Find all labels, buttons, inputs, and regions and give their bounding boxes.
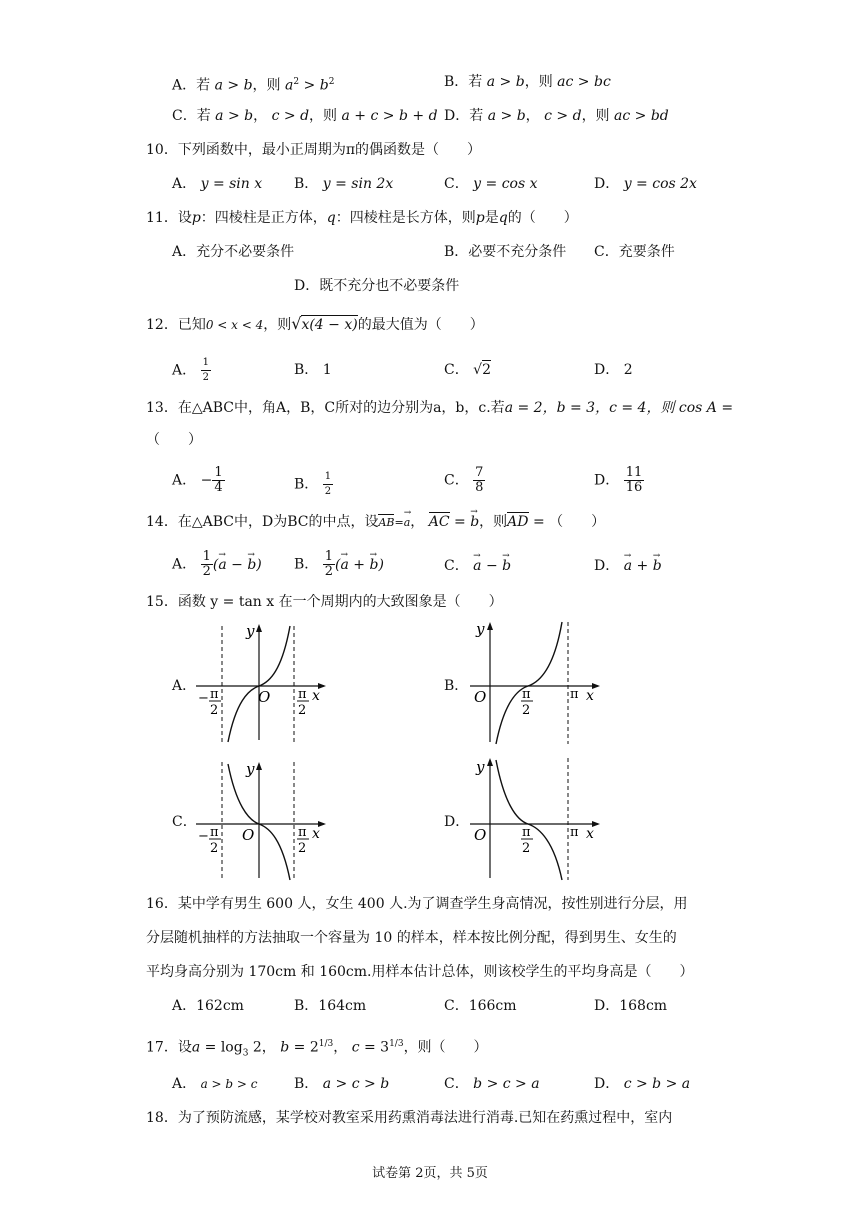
q12-option-b: B． 1 — [294, 362, 332, 378]
q12-option-c: C． √2 — [444, 362, 492, 378]
q15-graph-b — [466, 618, 616, 750]
q17-option-c: C． b > c > a — [444, 1076, 540, 1092]
q9-option-d: D．若 a > b， c > d，则 ac > bd — [444, 108, 669, 124]
svg-text:−: − — [198, 829, 209, 844]
q9-option-c: C．若 a > b， c > d，则 a + c > b + d — [172, 108, 438, 124]
q11-option-b: B．必要不充分条件 — [444, 244, 567, 260]
q13-option-a: A． − $\frac{1}{4}$ — [172, 465, 223, 495]
q16-stem-line2: 分层随机抽样的方法抽取一个容量为 10 的样本，样本按比例分配，得到男生、女生的 — [146, 930, 677, 946]
q10-stem: 10．下列函数中，最小正周期为π的偶函数是（ ） — [146, 142, 482, 158]
svg-text:π: π — [298, 687, 307, 702]
q15-graph-a — [192, 622, 332, 748]
svg-text:O: O — [474, 688, 487, 706]
svg-text:π: π — [522, 687, 531, 702]
page-footer: 试卷第 2页，共 5页 — [372, 1166, 488, 1181]
q14-option-a: A． $\frac{1}{2}$ (→ a − → b) — [172, 550, 262, 579]
svg-text:2: 2 — [210, 703, 219, 718]
q15-graph-c — [192, 758, 332, 886]
svg-text:x: x — [312, 688, 320, 704]
svg-text:x: x — [312, 826, 320, 842]
svg-text:y: y — [476, 620, 485, 638]
q9-option-b: B．若 a > b，则 ac > bc — [444, 74, 611, 90]
q9-option-a: A．若 a > b，则 $a^2 > b^2$ — [172, 77, 335, 94]
q11-option-d: D．既不充分也不必要条件 — [294, 278, 460, 294]
q10-option-c: C． y = cos x — [444, 176, 538, 192]
svg-text:2: 2 — [298, 841, 307, 856]
q15-option-b-label: B． — [444, 678, 469, 694]
q17-option-a: A． a > b > c — [172, 1076, 258, 1092]
svg-text:−: − — [198, 691, 209, 706]
q16-option-b: B．164cm — [294, 998, 367, 1014]
q10-option-b: B． y = sin 2x — [294, 176, 394, 192]
q16-option-d: D．168cm — [594, 998, 668, 1014]
q11-option-c: C．充要条件 — [594, 244, 675, 260]
q17-stem: 17．设$a = \log_3 2$， $b = 2^{1/3}$， $c = 3^{1/3}$，则（ ） — [146, 1039, 488, 1059]
q18-stem-line1: 18．为了预防流感，某学校对教室采用药熏消毒法进行消毒.已知在药熏过程中，室内 — [146, 1110, 673, 1126]
q13-option-c: C． $\frac{7}{8}$ — [444, 465, 484, 495]
svg-text:2: 2 — [522, 841, 531, 856]
q17-option-b: B． a > c > b — [294, 1076, 390, 1092]
svg-text:π: π — [210, 825, 219, 840]
svg-text:2: 2 — [522, 703, 531, 718]
q16-stem-line1: 16．某中学有男生 600 人，女生 400 人.为了调查学生身高情况，按性别进行分层，用 — [146, 896, 688, 912]
q12-stem: 12．已知0 < x < 4，则√x(4 − x)的最大值为（ ） — [146, 314, 484, 333]
q13-option-b: B． $\frac{1}{2}$ — [294, 471, 332, 497]
q15-graph-d — [466, 754, 616, 886]
svg-text:π: π — [522, 825, 531, 840]
svg-text:2: 2 — [298, 703, 307, 718]
q15-stem: 15．函数 y = tan x 在一个周期内的大致图象是（ ） — [146, 594, 503, 610]
svg-text:2: 2 — [210, 841, 219, 856]
q16-option-a: A．162cm — [172, 998, 244, 1014]
q10-option-d: D． y = cos 2x — [594, 176, 697, 192]
q14-option-d: D． → a + → b — [594, 556, 662, 576]
svg-text:y: y — [246, 622, 255, 640]
svg-text:y: y — [246, 760, 255, 778]
svg-text:y: y — [476, 758, 485, 776]
q14-option-c: C． → a − → b — [444, 556, 511, 576]
q16-option-c: C．166cm — [444, 998, 517, 1014]
q12-option-d: D． 2 — [594, 362, 633, 378]
q15-option-d-label: D． — [444, 814, 470, 830]
svg-text:x: x — [586, 688, 594, 704]
q11-option-a: A．充分不必要条件 — [172, 244, 295, 260]
q17-option-d: D． c > b > a — [594, 1076, 691, 1092]
q16-stem-line3: 平均身高分别为 170cm 和 160cm.用样本估计总体，则该校学生的平均身高是（ ） — [146, 964, 694, 980]
q10-option-a: A． y = sin x — [172, 176, 263, 192]
q15-option-a-label: A． — [172, 678, 197, 694]
q14-stem: 14．在△ABC中，D为BC的中点，设AB=→ a， AC = → b，则AD = （ ） — [146, 512, 605, 533]
q12-option-a: A． $\frac{1}{2}$ — [172, 357, 209, 383]
svg-text:π: π — [298, 825, 307, 840]
q14-option-b: B． $\frac{1}{2}$ (→ a + → b) — [294, 550, 384, 579]
q15-option-c-label: C． — [172, 814, 197, 830]
svg-text:O: O — [242, 826, 255, 844]
svg-text:O: O — [474, 826, 487, 844]
q13-option-d: D． $\frac{11}{16}$ — [594, 465, 643, 495]
svg-text:x: x — [586, 826, 594, 842]
q13-stem: 13．在△ABC中，角A，B，C所对的边分别为a，b，c.若a = 2，b = 3，c = 4，则 cos A = — [146, 400, 734, 416]
q11-stem: 11．设p：四棱柱是正方体，q：四棱柱是长方体，则p是q的（ ） — [146, 210, 578, 226]
svg-text:π: π — [570, 825, 579, 840]
svg-text:π: π — [210, 687, 219, 702]
q13-stem-end: （ ） — [146, 432, 202, 448]
svg-text:π: π — [570, 687, 579, 702]
svg-text:O: O — [258, 688, 271, 706]
